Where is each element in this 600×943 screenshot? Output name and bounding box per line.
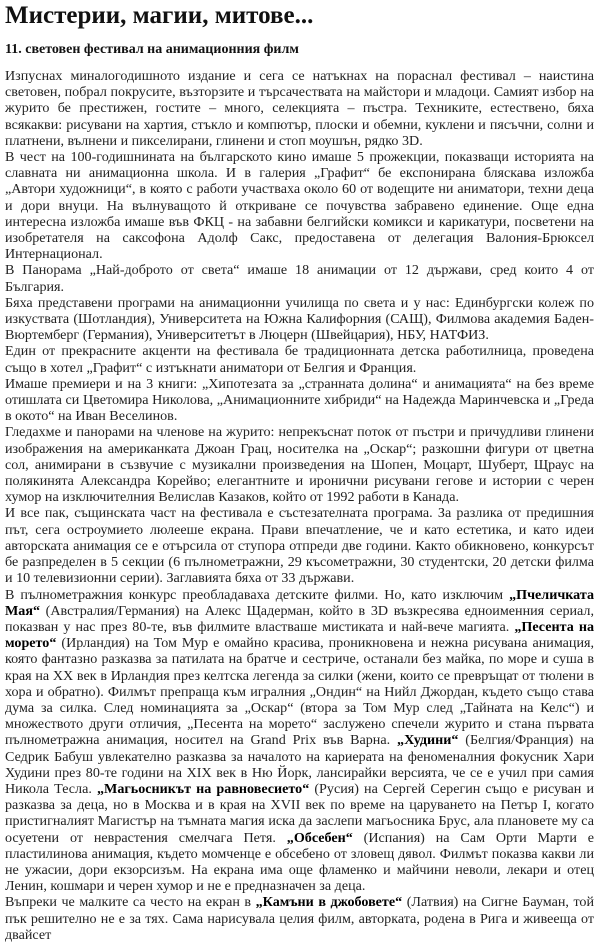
article-paragraph — [5, 894, 594, 943]
paragraph-text: В пълнометражния конкурс преобладаваха детските филми. Но, като изключим — [5, 586, 510, 603]
film-title: „Камъни в джобовете“ — [255, 894, 403, 911]
film-title: „Обсебен“ — [286, 829, 353, 846]
paragraph-text: Бяха представени програми на анимационни училища по света и у нас: Единбургски колеж по изкуствата (Шотландия), Университета на Южна Калифорния (САЩ), Филмова академия Баден-Вюртемберг (Германия), Университетът в Люцерн (Швейцария), НБУ, НАТФИЗ. — [5, 294, 594, 344]
article-paragraph — [5, 343, 594, 375]
paragraph-text: (Испания) на Сам Орти Марти е пластилинова анимация, където момченце е обсебено от зловещ дявол. Филмът показва какви ли не ужасии, дори екзорсизъм. На екрана има още фламенко и майчини неволи, лекари и отец Ленин, кошмари и черен хумор и не е предназначен за деца. — [5, 829, 594, 895]
article-paragraph — [5, 149, 594, 262]
paragraph-text: (Русия) на Сергей Серегин също е рисуван и разказва за деца, но в Москва и в края на XVII век по време на царуването на Петър I, когато пристигналият Магистър на тъмната магия иска да заслепи магьосника Брус, ала плановете му са осуетени от неврастения смелчага Петя. — [5, 780, 594, 846]
paragraph-text: Имаше премиери и на 3 книги: „Хипотезата за „странната долина“ и анимацията“ на без време отишлата си Цветомира Николова, „Анимационните хибриди“ на Надежда Маринчевска и „Греда в окото“ на Иван Веселинов. — [5, 375, 594, 425]
paragraph-text: Гледахме и панорами на членове на журито: непрекъснат поток от пъстри и причудливи глинени изображения на американката Джоан Грац, носителка на „Оскар“; разкошни фигури от цветна сол, анимирани в съзвучие с музикални произведения на Шопен, Моцарт, Шуберт, Щраус на полякинята Александра Корейво; елегантните и иронични рисувани гегове и истории с черен хумор на изключителния Велислав Казаков, който от 1992 работи в Канада. — [5, 424, 594, 506]
paragraph-text: (Ирландия) на Том Мур е омайно красива, проникновена и нежна рисувана анимация, която фантазно разказва за патилата на братче и сестриче, останали без майка, по море и суша в края на XX век в Ирландия през келтска легенда за силки (жени, които се превръщат от тюлени в хора и обратно). Филмът препраща към игралния „Ондин“ на Нийл Джордан, където също става дума за силка. След номинацията за „Оскар“ (втора за Том Мур след „Тайната на Келс“) и множеството други отличия, „Песента на морето“ заслужено спечели журито и стана първата пълнометражна анимация, носител на Grand Prix във Варна. — [5, 635, 594, 749]
paragraph-text: (Австралия/Германия) на Алекс Щадерман, който в 3D възкресява едноименния сериал, показван у нас през 80-те, във филмите властваше мистиката и най-вече магията. — [5, 602, 594, 635]
paragraph-text: И все пак, същинската част на фестивала е състезателната програма. За разлика от предишния път, сега остроумието люлееше екрана. Прави впечатление, че и като естетика, и като идеи авторската анимация се е отърсила от ступора отпреди две години. Както обикновено, конкурсът бе разпределен в 5 секции (6 пълнометражни, 29 късометражни, 30 студентски, 20 детски филма и 10 телевизионни серии). Заглавията бяха от 33 държави. — [5, 505, 594, 587]
paragraph-text: Изпуснах миналогодишното издание и сега се натъкнах на пораснал фестивал – наистина световен, побрал покрусите, възторзите и търсачествата на майстори и младоци. Самият избор на журито бе престижен, гостите – много, селекцията – пъстра. Техниките, естествено, бяха всякакви: рисувани на хартия, стъкло и компютър, плоски и обемни, куклени и пясъчни, солни и платнени, вълнени и пикселирани, глинени и стоп моушън, рядко 3D. — [5, 68, 594, 149]
article-paragraph — [5, 376, 594, 425]
article-paragraph — [5, 262, 594, 294]
paragraph-text: Въпреки че малките са често на екран в — [5, 894, 256, 911]
article-paragraph — [5, 424, 594, 505]
film-title: „Песента на морето“ — [5, 618, 594, 652]
paragraph-text: В чест на 100-годишнината на българското кино имаше 5 прожекции, показващи историята на славната ни анимационна школа. И в галерия „Графит“ бе експонирана бляскава изложба „Автори художници“, в която с работи участваха около 60 от водещите ни аниматори, техни деца и дори внуци. На вълнуващото й откриване се почувства забравено единение. Още една интересна изложба имаше във ФКЦ - на забавни белгийски комикси и карикатури, посветени на изобретателя на саксофона Адолф Сакс, предоставена от делегация Валония-Брюксел Интернационал. — [5, 149, 594, 263]
article-paragraph — [5, 587, 594, 895]
film-title: „Магьосникът на равновесието“ — [96, 780, 310, 797]
article-page — [0, 3, 600, 943]
article-body — [5, 68, 594, 943]
article-title: Мистерии, магии, митове... — [5, 2, 314, 29]
article-subtitle: 11. световен фестивал на анимационния филм — [5, 42, 299, 57]
paragraph-text: (Латвия) на Сигне Бауман, той пък решително не е за тях. Сама нарисувала целия филм, авторката, родена в Рига и живееща от двайсет — [5, 894, 595, 943]
paragraph-text: Един от прекрасните акценти на фестивала бе традиционната детска работилница, проведена също в хотел „Графит“ с изтъкнати аниматори от Белгия и Франция. — [5, 343, 594, 376]
film-title: „Худини“ — [397, 732, 459, 749]
article-paragraph — [5, 505, 594, 586]
film-title: „Пчеличката Мая“ — [5, 586, 594, 619]
article-paragraph — [5, 295, 594, 344]
paragraph-text: (Белгия/Франция) на Седрик Бабуш увлекателно разказва за началото на кариерата на феноменалния фокусник Хари Худини през 80-те години на XIX век в Ню Йорк, лансирайки версията, че се е учил при самия Никола Тесла. — [5, 732, 594, 797]
paragraph-text: В Панорама „Най-доброто от света“ имаше 18 анимации от 12 държави, сред които 4 от България. — [5, 262, 594, 295]
article-paragraph — [5, 68, 594, 149]
